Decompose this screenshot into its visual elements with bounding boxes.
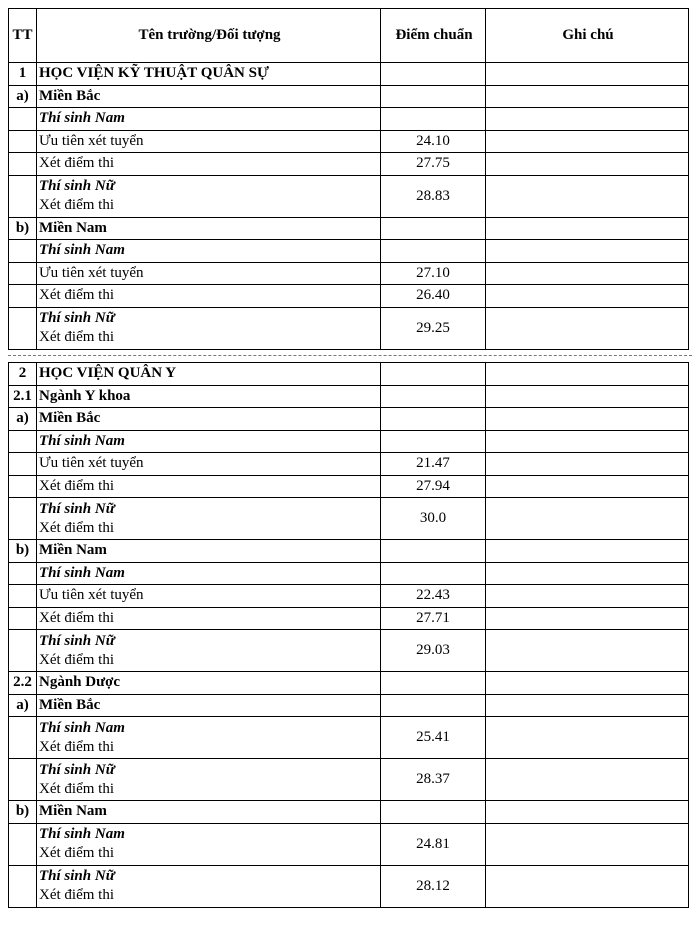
row-note [486,630,689,672]
row-label [37,823,381,865]
row-group-label: Thí sinh Nam [39,719,125,736]
row-label-text: Ưu tiên xét tuyển [39,132,144,149]
row-score: 22.43 [381,585,486,608]
row-sub-label: Xét điểm thi [39,738,114,755]
row-label-text: Miền Bắc [39,410,101,427]
header-name: Tên trường/Đối tượng [37,9,381,63]
table-row [9,175,689,217]
row-score [381,540,486,563]
row-score: 29.03 [381,630,486,672]
row-label-text: Miền Bắc [39,696,101,713]
row-note [486,453,689,476]
row-label-text: HỌC VIỆN QUÂN Y [39,365,177,382]
row-label [37,865,381,907]
row-score [381,562,486,585]
row-label-text: Xét điểm thi [39,477,114,494]
table-row [9,717,689,759]
row-tt [9,262,37,285]
row-label [37,175,381,217]
row-label-text: HỌC VIỆN KỸ THUẬT QUÂN SỰ [39,65,269,82]
row-score [381,430,486,453]
row-score [381,217,486,240]
row-label [37,694,381,717]
row-label-text: Ngành Dược [39,674,121,691]
row-group-label: Thí sinh Nữ [39,178,115,194]
table-row [9,585,689,608]
row-score [381,63,486,86]
row-tt [9,823,37,865]
row-score [381,363,486,386]
row-sub-label: Xét điểm thi [39,329,114,345]
row-tt [9,430,37,453]
table-row [9,262,689,285]
row-label [37,585,381,608]
row-note [486,540,689,563]
table-row [9,153,689,176]
row-label [37,408,381,431]
row-score [381,240,486,263]
row-tt [9,865,37,907]
row-tt [9,307,37,349]
row-score [381,85,486,108]
row-label [37,63,381,86]
row-label [37,540,381,563]
row-tt: b) [9,540,37,563]
row-label-text: Ưu tiên xét tuyển [39,455,144,472]
table-row [9,217,689,240]
row-group-label: Thí sinh Nữ [39,632,115,649]
row-label [37,453,381,476]
table-row [9,801,689,824]
table-row [9,408,689,431]
row-label [37,240,381,263]
row-tt [9,562,37,585]
row-score: 27.94 [381,475,486,498]
table-row [9,694,689,717]
row-sub-label: Xét điểm thi [39,780,114,797]
table-row [9,363,689,386]
row-note [486,63,689,86]
row-label [37,801,381,824]
row-note [486,108,689,131]
row-tt: a) [9,85,37,108]
row-note [486,672,689,695]
header-score: Điểm chuẩn [381,9,486,63]
row-tt [9,240,37,263]
row-note [486,498,689,540]
row-note [486,130,689,153]
row-tt [9,498,37,540]
row-tt: b) [9,801,37,824]
row-note [486,694,689,717]
header-note: Ghi chú [486,9,689,63]
row-label-text: Miền Nam [39,219,107,236]
table-row [9,63,689,86]
row-note [486,801,689,824]
row-label [37,430,381,453]
row-tt [9,475,37,498]
table-row [9,108,689,131]
row-sub-label: Xét điểm thi [39,197,114,213]
row-tt [9,130,37,153]
row-note [486,865,689,907]
row-label-text: Miền Nam [39,542,107,559]
row-score: 28.12 [381,865,486,907]
row-label [37,475,381,498]
row-tt: 2.2 [9,672,37,695]
table-row [9,130,689,153]
row-tt [9,285,37,308]
row-tt [9,585,37,608]
row-label-text: Ưu tiên xét tuyển [39,264,144,281]
row-sub-label: Xét điểm thi [39,519,114,536]
table-row [9,385,689,408]
row-score: 28.83 [381,175,486,217]
row-tt: 2.1 [9,385,37,408]
table-row [9,630,689,672]
row-label [37,217,381,240]
row-label-text: Miền Nam [39,803,107,820]
row-note [486,153,689,176]
row-tt [9,453,37,476]
table-row [9,865,689,907]
score-table-part-1 [8,8,689,350]
row-score [381,108,486,131]
row-label [37,672,381,695]
row-label [37,153,381,176]
table-break-line [8,355,692,356]
row-note [486,408,689,431]
row-label [37,285,381,308]
row-score: 30.0 [381,498,486,540]
row-label [37,717,381,759]
row-label-text: Thí sinh Nam [39,242,125,259]
table-row [9,759,689,801]
row-label-text: Xét điểm thi [39,287,114,304]
row-tt [9,759,37,801]
table-row [9,453,689,476]
row-tt: a) [9,694,37,717]
row-tt [9,607,37,630]
row-tt [9,108,37,131]
row-label [37,562,381,585]
row-note [486,85,689,108]
row-group-label: Thí sinh Nữ [39,500,115,517]
row-label [37,108,381,131]
row-score: 26.40 [381,285,486,308]
row-label-text: Ngành Y khoa [39,387,131,404]
table-row [9,540,689,563]
row-note [486,607,689,630]
row-score: 24.81 [381,823,486,865]
row-score: 29.25 [381,307,486,349]
row-label [37,607,381,630]
row-note [486,175,689,217]
row-tt: a) [9,408,37,431]
score-table-part-2 [8,362,689,908]
row-label-text: Xét điểm thi [39,155,114,172]
row-label [37,363,381,386]
row-score [381,408,486,431]
row-label [37,130,381,153]
row-tt: 1 [9,63,37,86]
row-note [486,385,689,408]
row-label [37,85,381,108]
table-row [9,430,689,453]
row-score: 24.10 [381,130,486,153]
row-score: 28.37 [381,759,486,801]
row-tt: b) [9,217,37,240]
row-tt [9,153,37,176]
table-row [9,607,689,630]
row-note [486,430,689,453]
row-label-text: Thí sinh Nam [39,432,125,449]
row-group-label: Thí sinh Nữ [39,761,115,778]
row-label [37,262,381,285]
row-sub-label: Xét điểm thi [39,651,114,668]
table-row [9,285,689,308]
row-label [37,630,381,672]
row-group-label: Thí sinh Nữ [39,868,115,884]
table-row [9,823,689,865]
row-label [37,498,381,540]
table-row [9,85,689,108]
row-label [37,385,381,408]
row-label [37,307,381,349]
row-note [486,823,689,865]
row-score: 27.10 [381,262,486,285]
row-note [486,475,689,498]
row-label-text: Thí sinh Nam [39,110,125,127]
row-note [486,240,689,263]
row-note [486,585,689,608]
row-score [381,694,486,717]
row-note [486,363,689,386]
row-score: 21.47 [381,453,486,476]
row-label-text: Thí sinh Nam [39,564,125,581]
header-tt: TT [9,9,37,63]
row-note [486,759,689,801]
table-row [9,307,689,349]
row-score [381,801,486,824]
row-group-label: Thí sinh Nữ [39,310,115,326]
row-score: 27.71 [381,607,486,630]
row-note [486,307,689,349]
row-score [381,672,486,695]
row-score: 27.75 [381,153,486,176]
row-sub-label: Xét điểm thi [39,887,114,903]
row-tt [9,717,37,759]
row-tt [9,175,37,217]
row-label-text: Miền Bắc [39,87,101,104]
row-note [486,717,689,759]
row-note [486,262,689,285]
table-row [9,562,689,585]
row-tt: 2 [9,363,37,386]
row-label [37,759,381,801]
row-note [486,285,689,308]
row-tt [9,630,37,672]
table-row [9,498,689,540]
row-note [486,217,689,240]
table-row [9,672,689,695]
table-header-row [9,9,689,63]
row-score: 25.41 [381,717,486,759]
row-group-label: Thí sinh Nam [39,826,125,842]
table-row [9,475,689,498]
row-label-text: Xét điểm thi [39,609,114,626]
row-label-text: Ưu tiên xét tuyển [39,587,144,604]
table-row [9,240,689,263]
row-sub-label: Xét điểm thi [39,845,114,861]
row-note [486,562,689,585]
row-score [381,385,486,408]
